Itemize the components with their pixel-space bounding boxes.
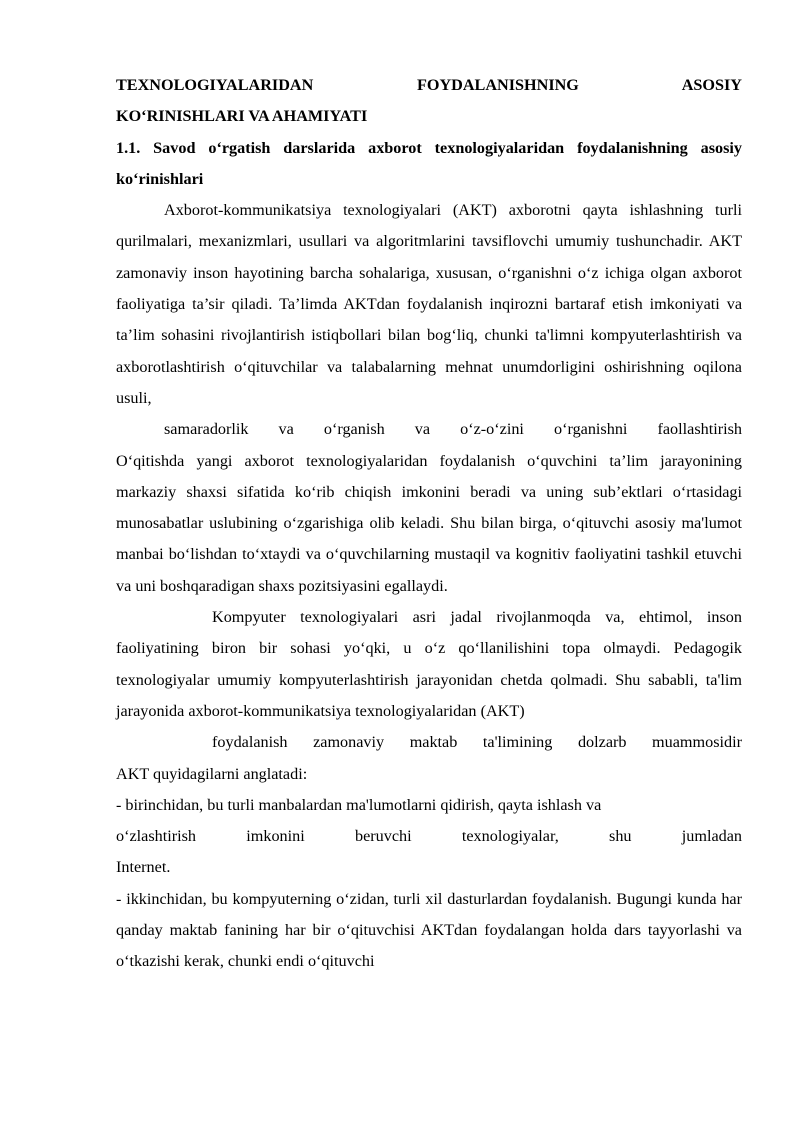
list-item-text: - birinchidan, bu turli manbalardan ma'lumotlarni qidirish, qayta ishlash va xyxy=(116,795,602,814)
title-line-1: TEXNOLOGIYALARIDAN FOYDALANISHNING ASOSIY xyxy=(116,76,742,94)
paragraph-text: foydalanish zamonaviy maktab ta'limining dolzarb muammosidir xyxy=(212,733,742,752)
list-item-text: o‘zlashtirish imkonini beruvchi texnologiyalar, shu jumladan xyxy=(116,827,742,846)
paragraph-text: Kompyuter texnologiyalari asri jadal rivojlanmoqda va, ehtimol, inson faoliyatining biron bir sohasi yo‘qki, u o‘z qo‘llanilishini topa olmaydi. Pedagogik texnologiyalar umumiy kompyuterlashtirish jarayonidan chetda qolmadi. Shu sababli, ta'lim jarayonida axborot-kommunikatsiya texnologiyalaridan (AKT) xyxy=(116,608,742,720)
document-title xyxy=(116,70,742,133)
paragraph-computer-tech xyxy=(116,602,742,790)
paragraph-text: Axborot-kommunikatsiya texnologiyalari (AKT) axborotni qayta ishlashning turli qurilmalari, mexanizmlari, usullari va algoritmlarini tavsiflovchi umumiy tushunchadir. AKT zamonaviy inson hayotining barcha sohalariga, xususan, o‘rganishni o‘z ichiga olgan axborot faoliyatiga ta’sir qiladi. Ta’limda AKTdan foydalanish inqirozni bartaraf etish imkoniyati va ta’lim sohasini rivojlantirish istiqbollari bilan bog‘liq, chunki ta'limni kompyuterlashtirish va axborotlashtirish o‘qituvchilar va talabalarning mehnat unumdorligini oshirishning oqilona usuli, xyxy=(116,201,742,407)
section-heading: 1.1. Savod o‘rgatish darslarida axborot texnologiyalaridan foydalanishning asosiy ko‘rinishlari xyxy=(116,138,742,188)
paragraph-text: samaradorlik va o‘rganish va o‘z-o‘zini o‘rganishni faollashtirish xyxy=(164,420,742,439)
document-page xyxy=(116,70,742,978)
paragraph-akt-intro xyxy=(116,195,742,602)
paragraph-text: O‘qitishda yangi axborot texnologiyalaridan foydalanish o‘quvchini ta’lim jarayonining markaziy shaxsi sifatida ko‘rib chiqish imkonini beradi va uning sub’ektlari o‘rtasidagi munosabatlar uslubining o‘zgarishiga olib keladi. Shu bilan birga, o‘qituvchi asosiy ma'lumot manbai bo‘lishdan to‘xtaydi va o‘quvchilarning mustaqil va kognitiv faoliyatini tashkil etuvchi va uni boshqaradigan shaxs pozitsiyasini egallaydi. xyxy=(116,451,742,595)
list-item-first xyxy=(116,790,742,884)
title-line-2: KO‘RINISHLARI VA AHAMIYATI xyxy=(116,107,368,126)
list-item-text: Internet. xyxy=(116,858,171,877)
list-item-second: - ikkinchidan, bu kompyuterning o‘zidan, turli xil dasturlardan foydalanish. Bugungi kunda har qanday maktab fanining har bir o‘qituvchisi AKTdan foydalangan holda dars tayyorlashi va o‘tkazishi kerak, chunki endi o‘qituvchi xyxy=(116,889,742,971)
paragraph-text: AKT quyidagilarni anglatadi: xyxy=(116,764,308,783)
